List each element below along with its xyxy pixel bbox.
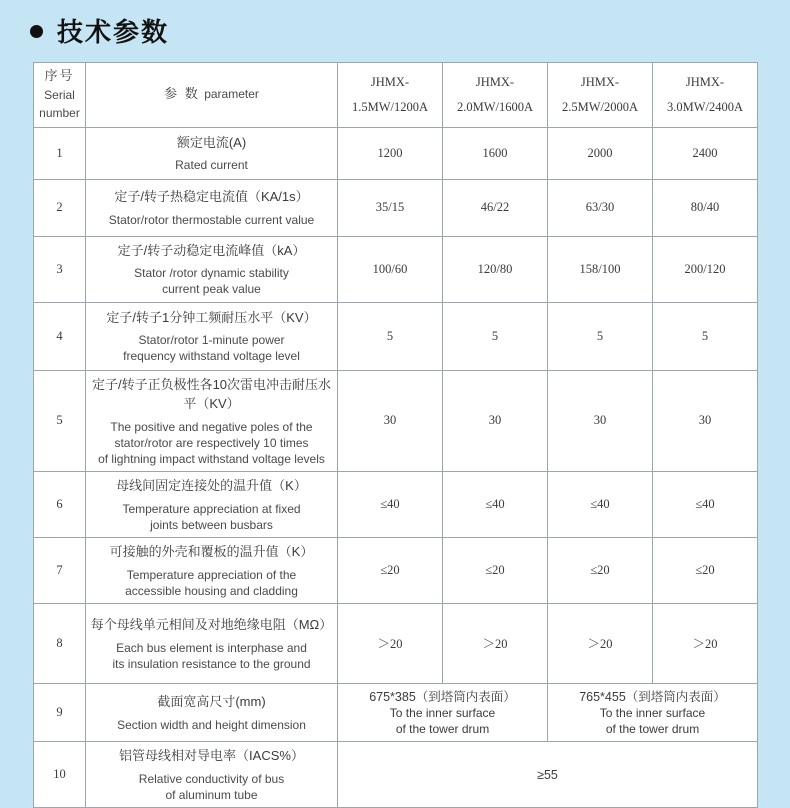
row-value: 63/30	[548, 179, 653, 236]
row-parameter	[86, 127, 338, 179]
row-value: 30	[548, 370, 653, 472]
table-header-row	[34, 63, 758, 128]
row-parameter-en: Relative conductivity of bus of aluminum tube	[138, 771, 285, 802]
row-value: 120/80	[443, 236, 548, 302]
row-value: 46/22	[443, 179, 548, 236]
row-value: 5	[443, 302, 548, 370]
row-parameter-cn: 每个母线单元相间及对地绝缘电阻（MΩ）	[90, 617, 333, 632]
row-parameter-cn: 定子/转子正负极性各10次雷电冲击耐压水平（KV）	[91, 376, 332, 412]
row-value-cn: ≥55	[537, 767, 558, 782]
row-serial-number: 3	[34, 236, 86, 302]
row-parameter-cn: 定子/转子1分钟工频耐压水平（KV）	[106, 309, 317, 325]
row-value-merged	[548, 683, 758, 741]
row-parameter-cn: 定子/转子热稳定电流值（KA/1s）	[114, 189, 309, 205]
row-parameter-en: Section width and height dimension	[117, 717, 306, 732]
header-model-1	[338, 63, 443, 128]
bullet-icon	[30, 25, 43, 38]
row-parameter	[86, 538, 338, 604]
row-value: ≤20	[653, 538, 758, 604]
header-model-3	[548, 63, 653, 128]
row-value-merged	[338, 742, 758, 808]
row-value: ≤40	[653, 472, 758, 538]
row-value: ＞20	[443, 603, 548, 683]
row-serial-number: 4	[34, 302, 86, 370]
row-parameter	[86, 603, 338, 683]
row-value: ＞20	[548, 603, 653, 683]
row-parameter-cn: 额定电流(A)	[176, 134, 247, 150]
row-serial-number: 8	[34, 603, 86, 683]
header-parameter-en: parameter	[204, 87, 259, 102]
row-value: ≤20	[443, 538, 548, 604]
row-parameter	[86, 472, 338, 538]
row-value: 5	[548, 302, 653, 370]
row-serial-number: 6	[34, 472, 86, 538]
header-serial-en2: number	[39, 106, 80, 121]
row-parameter-en: Temperature appreciation at fixed joints between busbars	[122, 501, 301, 532]
row-value: ≤20	[548, 538, 653, 604]
row-parameter-cn: 母线间固定连接处的温升值（K）	[116, 478, 307, 494]
row-parameter-en: Each bus element is interphase and its insulation resistance to the ground	[112, 640, 311, 671]
row-value: ≤40	[338, 472, 443, 538]
header-model-1-line1: JHMX-	[370, 74, 410, 89]
row-value-merged	[338, 683, 548, 741]
header-model-4-line1: JHMX-	[685, 74, 725, 89]
header-parameter	[86, 63, 338, 128]
row-value: 35/15	[338, 179, 443, 236]
table-row	[34, 236, 758, 302]
header-serial-en: Serial	[44, 87, 75, 102]
row-value: ≤40	[548, 472, 653, 538]
row-parameter-en: Stator/rotor 1-minute power frequency withstand voltage level	[123, 333, 300, 364]
row-parameter-en: Temperature appreciation of the accessible housing and cladding	[125, 567, 298, 598]
row-parameter	[86, 370, 338, 472]
row-value-en: To the inner surface of the tower drum	[389, 706, 496, 736]
row-serial-number: 5	[34, 370, 86, 472]
row-value: 80/40	[653, 179, 758, 236]
row-serial-number: 10	[34, 742, 86, 808]
row-value: 1600	[443, 127, 548, 179]
row-parameter-en: Stator /rotor dynamic stability current peak value	[134, 266, 289, 297]
table-row	[34, 472, 758, 538]
row-value: 30	[338, 370, 443, 472]
row-parameter	[86, 179, 338, 236]
row-parameter-cn: 截面宽高尺寸(mm)	[157, 694, 266, 710]
row-value: ≤20	[338, 538, 443, 604]
technical-parameters-table	[33, 62, 758, 808]
header-serial	[34, 63, 86, 128]
table-row	[34, 127, 758, 179]
row-parameter-en: The positive and negative poles of the stator/rotor are respectively 10 times of lightning impact withstand voltage levels	[98, 419, 325, 466]
row-serial-number: 2	[34, 179, 86, 236]
row-parameter	[86, 236, 338, 302]
row-value: 5	[653, 302, 758, 370]
header-model-2-line2: 2.0MW/1600A	[456, 99, 534, 114]
row-serial-number: 1	[34, 127, 86, 179]
row-value: 2000	[548, 127, 653, 179]
table-row	[34, 683, 758, 741]
table-row	[34, 742, 758, 808]
row-parameter-cn: 铝管母线相对导电率（IACS%）	[119, 748, 304, 764]
row-value: 2400	[653, 127, 758, 179]
header-serial-cn: 序号	[44, 68, 75, 83]
row-serial-number: 7	[34, 538, 86, 604]
header-parameter-cn: 参 数	[164, 86, 200, 102]
row-value-en: To the inner surface of the tower drum	[599, 706, 706, 736]
row-parameter-en: Stator/rotor thermostable current value	[108, 212, 315, 227]
spec-table-wrapper	[0, 46, 790, 808]
row-parameter	[86, 683, 338, 741]
row-value: 158/100	[548, 236, 653, 302]
row-value: ＞20	[653, 603, 758, 683]
header-model-4-line2: 3.0MW/2400A	[666, 99, 744, 114]
row-value-cn: 675*385（到塔筒内表面）	[369, 689, 516, 704]
header-model-3-line1: JHMX-	[580, 74, 620, 89]
page-title	[0, 0, 790, 46]
header-model-2-line1: JHMX-	[475, 74, 515, 89]
header-model-1-line2: 1.5MW/1200A	[351, 99, 429, 114]
row-value: 30	[653, 370, 758, 472]
table-row	[34, 370, 758, 472]
row-value: 5	[338, 302, 443, 370]
row-value: 1200	[338, 127, 443, 179]
row-serial-number: 9	[34, 683, 86, 741]
row-parameter	[86, 302, 338, 370]
row-parameter-cn: 可接触的外壳和覆板的温升值（K）	[109, 544, 314, 560]
row-parameter	[86, 742, 338, 808]
table-row	[34, 603, 758, 683]
table-row	[34, 179, 758, 236]
row-value-cn: 765*455（到塔筒内表面）	[579, 689, 726, 704]
row-value: ≤40	[443, 472, 548, 538]
row-value: 100/60	[338, 236, 443, 302]
header-model-4	[653, 63, 758, 128]
header-model-2	[443, 63, 548, 128]
row-value: ＞20	[338, 603, 443, 683]
table-row	[34, 302, 758, 370]
page-title-text: 技术参数	[57, 16, 170, 47]
header-model-3-line2: 2.5MW/2000A	[561, 99, 639, 114]
row-value: 30	[443, 370, 548, 472]
row-parameter-cn: 定子/转子动稳定电流峰值（kA）	[117, 242, 306, 258]
row-value: 200/120	[653, 236, 758, 302]
row-parameter-en: Rated current	[175, 158, 248, 173]
table-row	[34, 538, 758, 604]
